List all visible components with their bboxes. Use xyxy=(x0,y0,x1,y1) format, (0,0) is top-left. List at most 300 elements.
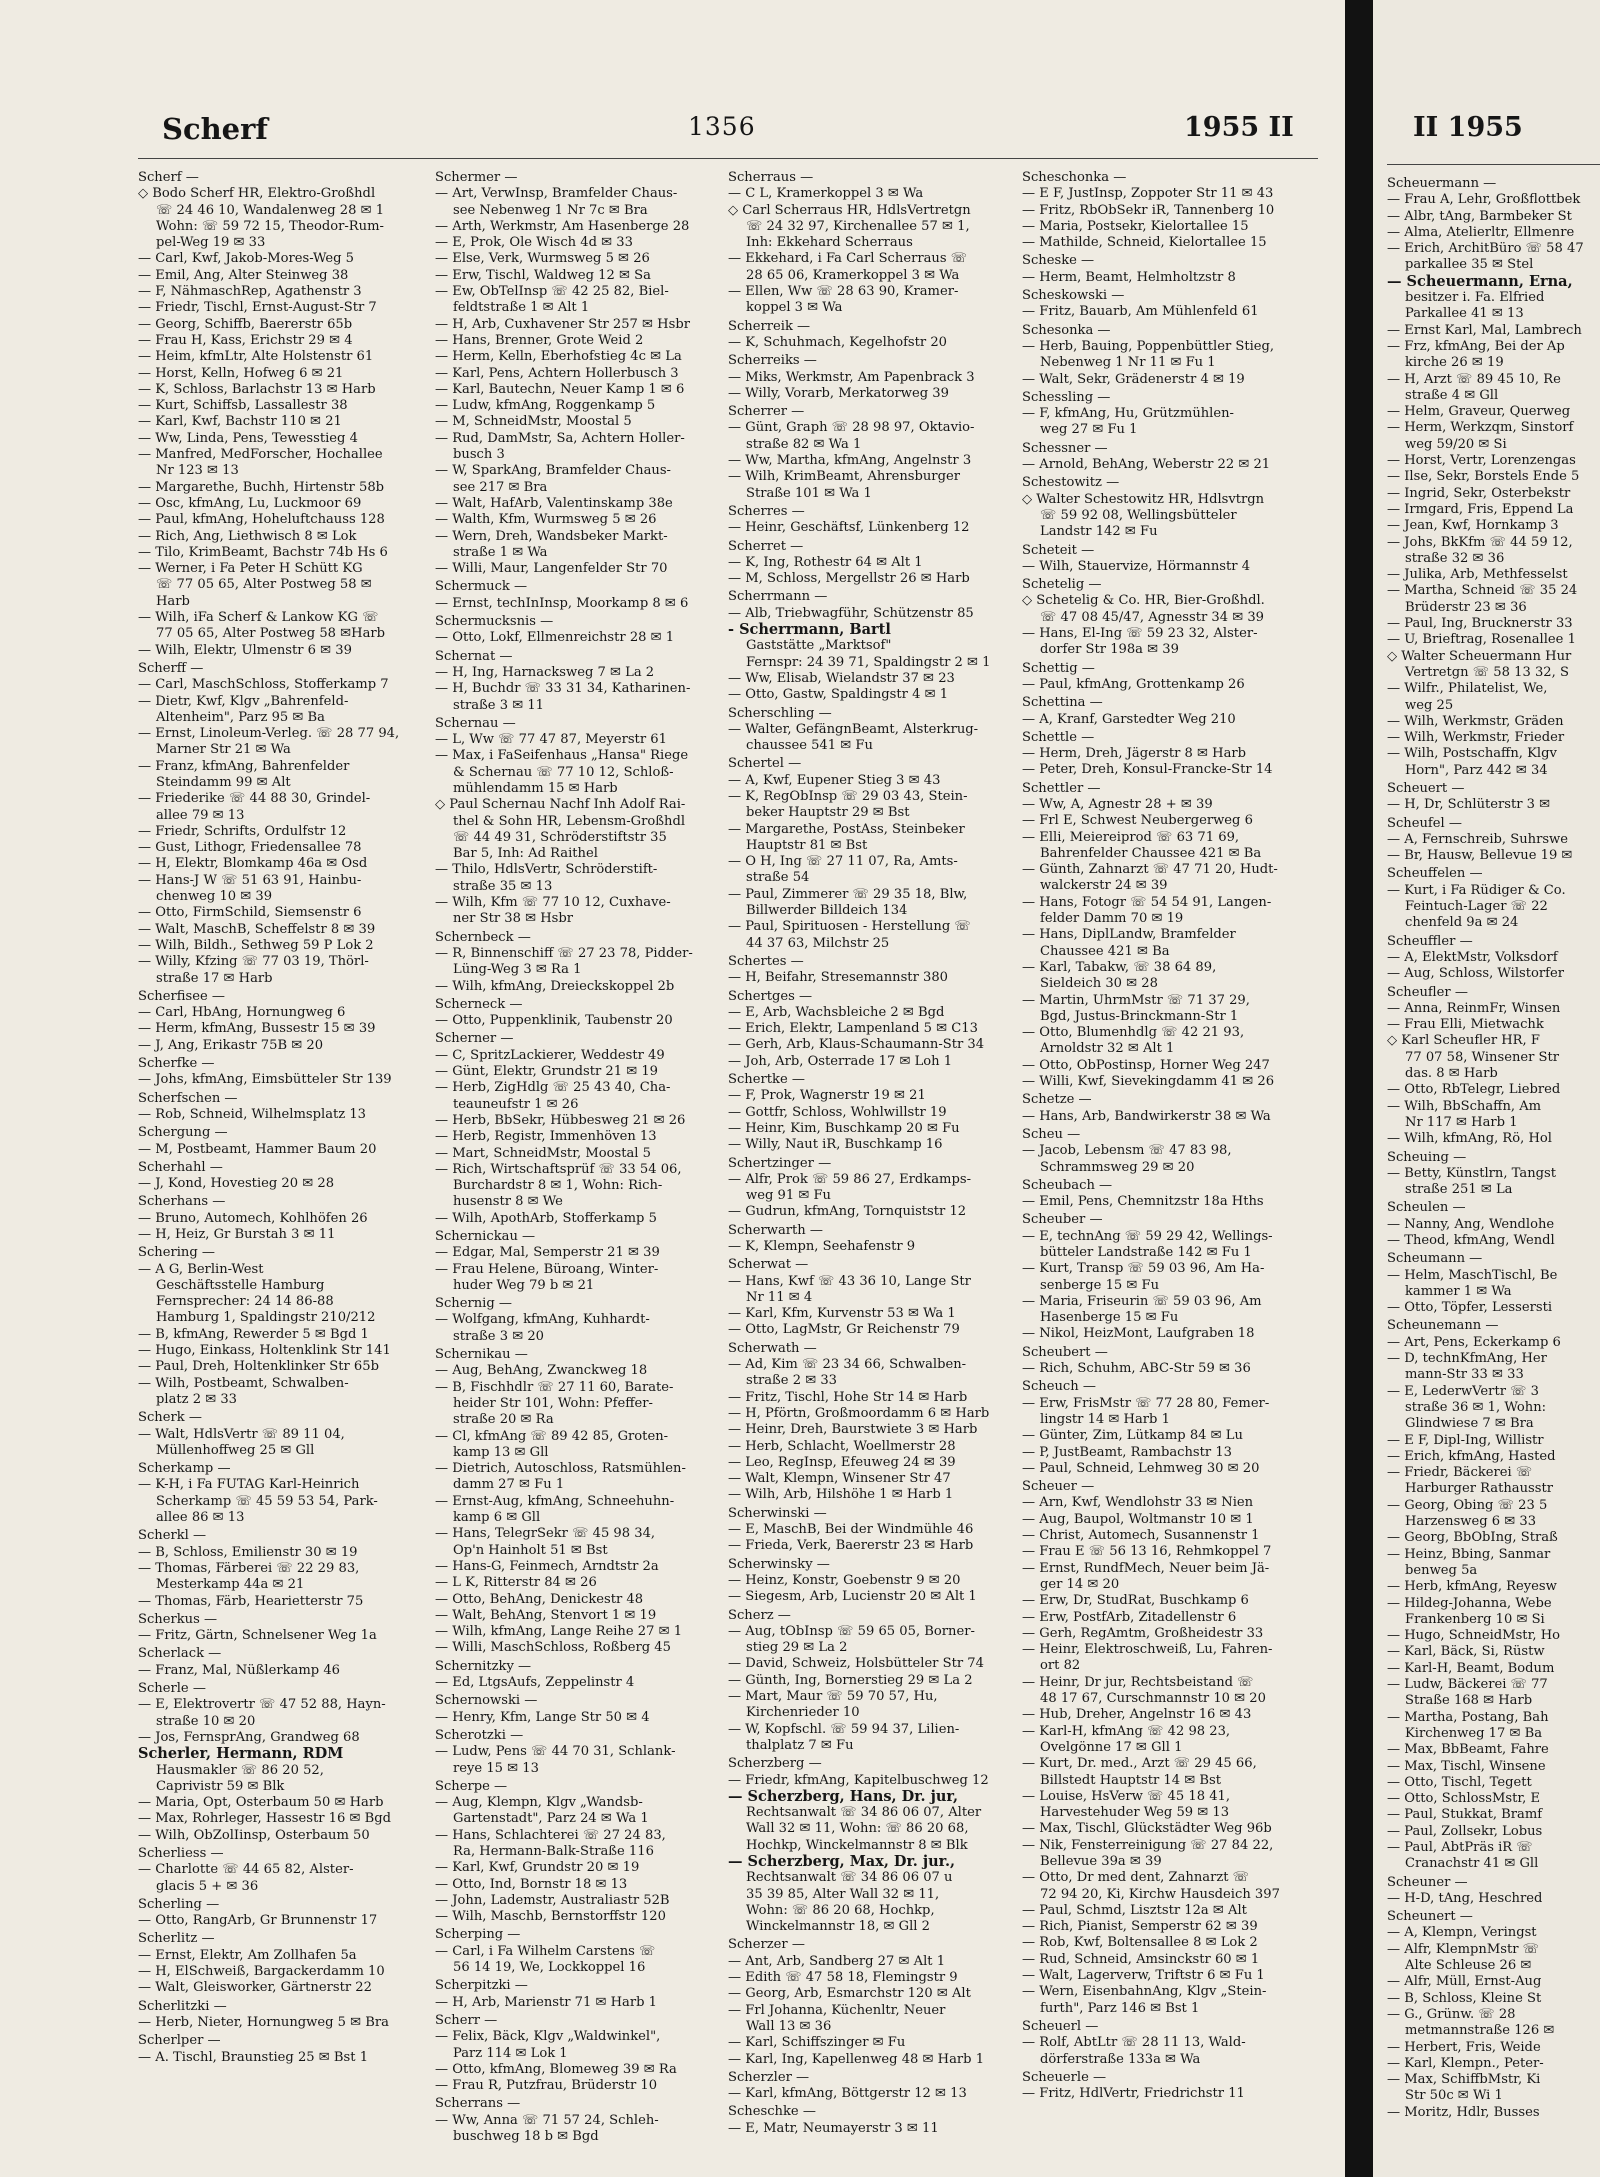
directory-entry: — Carl, Kwf, Jakob-Mores-Weg 5 xyxy=(138,251,354,267)
directory-entry: — Erw, PostfArb, Zitadellenstr 6 xyxy=(1022,1609,1237,1625)
directory-entry: — Ekkehard, i Fa Carl Scherraus ☏ xyxy=(728,251,968,267)
directory-entry: — Emil, Ang, Alter Steinweg 38 xyxy=(138,267,349,283)
directory-entry: — Erich, ArchitBüro ☏ 58 47 xyxy=(1387,241,1584,257)
directory-entry: straße 3 ✉ 11 xyxy=(453,697,544,713)
directory-entry: — Paul, Schneid, Lehmweg 30 ✉ 20 xyxy=(1022,1460,1260,1476)
bold-listing: Scherler, Hermann, RDM xyxy=(138,1746,344,1763)
directory-entry: — Frau E ☏ 56 13 16, Rehmkoppel 7 xyxy=(1022,1544,1272,1560)
directory-entry: — F, kfmAng, Hu, Grützmühlen- xyxy=(1022,406,1234,422)
directory-entry: ☏ 77 05 65, Alter Postweg 58 ✉ xyxy=(156,577,372,593)
directory-entry: heider Str 101, Wohn: Pfeffer- xyxy=(453,1395,653,1411)
surname-heading: Scherres — xyxy=(728,503,805,519)
surname-heading: Scherle — xyxy=(138,1681,206,1697)
directory-entry: — Hans, Brenner, Grote Weid 2 xyxy=(435,332,644,348)
directory-entry: — Rud, Schneid, Amsinckstr 60 ✉ 1 xyxy=(1022,1951,1260,1967)
directory-entry: — Friederike ☏ 44 88 30, Grindel- xyxy=(138,791,371,807)
directory-entry: — Albr, tAng, Barmbeker St xyxy=(1387,208,1572,224)
directory-entry: — Heinz, Konstr, Goebenstr 9 ✉ 20 xyxy=(728,1572,961,1588)
directory-entry: Steindamm 99 ✉ Alt xyxy=(156,774,291,790)
directory-entry: mann-Str 33 ✉ 33 xyxy=(1405,1367,1524,1383)
directory-entry: — Ww, Elisab, Wielandstr 37 ✉ 23 xyxy=(728,670,955,686)
directory-entry: — A, Kranf, Garstedter Weg 210 xyxy=(1022,711,1236,727)
directory-entry: — Charlotte ☏ 44 65 82, Alster- xyxy=(138,1862,354,1878)
directory-entry: — Max, Rohrleger, Hassestr 16 ✉ Bgd xyxy=(138,1811,391,1827)
directory-entry: — Karl-H, Beamt, Bodum xyxy=(1387,1660,1555,1676)
directory-entry: — Kurt, Transp ☏ 59 03 96, Am Ha- xyxy=(1022,1261,1265,1277)
directory-entry: — Fritz, Tischl, Hohe Str 14 ✉ Harb xyxy=(728,1389,968,1405)
surname-heading: Scherfke — xyxy=(138,1056,215,1072)
directory-entry: — Mart, SchneidMstr, Moostal 5 xyxy=(435,1145,651,1161)
surname-heading: Schernbeck — xyxy=(435,929,531,945)
directory-entry: straße 3 ✉ 20 xyxy=(453,1328,544,1344)
directory-entry: Inh: Ekkehard Scherraus xyxy=(746,235,913,251)
directory-entry: — Theod, kfmAng, Wendl xyxy=(1387,1233,1555,1248)
directory-entry: besitzer i. Fa. Elfried xyxy=(1405,290,1545,306)
directory-entry: — Otto, ObPostinsp, Horner Weg 247 xyxy=(1022,1057,1270,1073)
directory-entry: — Margarethe, PostAss, Steinbeker xyxy=(728,821,965,837)
directory-entry: Rechtsanwalt ☏ 34 86 06 07, Alter xyxy=(746,1805,982,1821)
directory-entry: — H, Buchdr ☏ 33 31 34, Katharinen- xyxy=(435,681,691,697)
directory-entry: chenweg 10 ✉ 39 xyxy=(156,889,273,905)
directory-entry: — Hans, Schlachterei ☏ 27 24 83, xyxy=(435,1827,666,1843)
directory-entry: — Johs, BkKfm ☏ 44 59 12, xyxy=(1387,534,1573,550)
directory-entry: — E, technAng ☏ 59 29 42, Wellings- xyxy=(1022,1228,1273,1244)
surname-heading: Scherraus — xyxy=(728,170,814,185)
directory-entry: — Louise, HsVerw ☏ 45 18 41, xyxy=(1022,1788,1231,1804)
directory-entry: — Karl, Tabakw, ☏ 38 64 89, xyxy=(1022,959,1217,975)
directory-entry: — Max, Tischl, Winsene xyxy=(1387,1758,1546,1774)
surname-heading: Schetelig — xyxy=(1022,577,1102,593)
directory-entry: Nr 117 ✉ Harb 1 xyxy=(1405,1114,1518,1130)
surname-heading: Scherling — xyxy=(138,1896,220,1912)
directory-entry: — Otto, BehAng, Denickestr 48 xyxy=(435,1591,644,1607)
directory-entry: Fernspr: 24 39 71, Spaldingstr 2 ✉ 1 xyxy=(746,654,991,670)
directory-entry: — John, Lademstr, Australiastr 52B xyxy=(435,1892,670,1908)
directory-entry: — Karl-H, kfmAng ☏ 42 98 23, xyxy=(1022,1723,1231,1739)
directory-entry: — Max, i FaSeifenhaus „Hansa" Riege xyxy=(435,748,689,764)
directory-column-4 xyxy=(1022,168,1294,2102)
directory-entry: — A, ElektMstr, Volksdorf xyxy=(1387,949,1558,965)
directory-entry: glacis 5 + ✉ 36 xyxy=(156,1878,259,1894)
directory-entry: — Horst, Vertr, Lorenzengas xyxy=(1387,453,1576,469)
directory-entry: — Gottfr, Schloss, Wohlwillstr 19 xyxy=(728,1104,947,1120)
directory-entry: — Kurt, Dr. med., Arzt ☏ 29 45 66, xyxy=(1022,1756,1257,1772)
directory-entry: weg 27 ✉ Fu 1 xyxy=(1040,422,1138,438)
directory-entry: kirche 26 ✉ 19 xyxy=(1405,355,1504,371)
surname-heading: Scheschonka — xyxy=(1022,170,1127,185)
directory-entry: — Dietrich, Autoschloss, Ratsmühlen- xyxy=(435,1461,686,1477)
directory-entry: huder Weg 79 b ✉ 21 xyxy=(453,1277,595,1293)
directory-entry: Alte Schleuse 26 ✉ xyxy=(1405,1958,1532,1974)
directory-entry: — F, Prok, Wagnerstr 19 ✉ 21 xyxy=(728,1088,926,1104)
directory-entry: — Herb, Registr, Immenhöven 13 xyxy=(435,1129,657,1145)
directory-entry: — G., Grünw. ☏ 28 xyxy=(1387,2006,1516,2022)
directory-entry: — M, Postbeamt, Hammer Baum 20 xyxy=(138,1141,377,1157)
surname-heading: Scherz — xyxy=(728,1607,791,1623)
directory-entry: — Wolfgang, kfmAng, Kuhhardt- xyxy=(435,1312,650,1328)
directory-entry: — M, SchneidMstr, Moostal 5 xyxy=(435,414,632,430)
surname-heading: Schessling — xyxy=(1022,389,1111,405)
directory-entry: — Walt, HafArb, Valentinskamp 38e xyxy=(435,495,673,511)
directory-entry: dorfer Str 198a ✉ 39 xyxy=(1040,642,1179,658)
directory-entry: — Ernst, Linoleum-Verleg. ☏ 28 77 94, xyxy=(138,726,400,742)
directory-entry: — Wilh, kfmAng, Rö, Hol xyxy=(1387,1131,1552,1147)
directory-entry: — Hans, DiplLandw, Bramfelder xyxy=(1022,927,1236,943)
directory-entry: Feintuch-Lager ☏ 22 xyxy=(1405,899,1548,915)
directory-entry: ◇ Paul Schernau Nachf Inh Adolf Rai- xyxy=(435,797,686,813)
directory-column-1 xyxy=(138,168,410,2066)
directory-entry: — Otto, Blumenhdlg ☏ 42 21 93, xyxy=(1022,1025,1245,1041)
directory-entry: koppel 3 ✉ Wa xyxy=(746,300,843,316)
surname-heading: Scheumann — xyxy=(1387,1251,1483,1267)
page-number: 1356 xyxy=(688,112,756,141)
directory-entry: — Ludw, Bäckerei ☏ 77 xyxy=(1387,1677,1548,1693)
surname-heading: Scherpitzki — xyxy=(435,1978,528,1994)
directory-entry: — J, Ang, Erikastr 75B ✉ 20 xyxy=(138,1037,324,1053)
surname-heading: Scherpe — xyxy=(435,1778,508,1794)
bold-listing: - Scherrmann, Bartl xyxy=(728,622,891,639)
directory-entry: — Helm, Graveur, Querweg xyxy=(1387,404,1571,420)
directory-entry: — Max, Tischl, Glückstädter Weg 96b xyxy=(1022,1821,1272,1837)
surname-heading: Scherzler — xyxy=(728,2069,810,2085)
directory-entry: — Walter, GefängnBeamt, Alsterkrug- xyxy=(728,721,979,737)
directory-entry: — Karl, kfmAng, Böttgerstr 12 ✉ 13 xyxy=(728,2086,967,2102)
directory-entry: beker Hauptstr 29 ✉ Bst xyxy=(746,805,910,821)
directory-entry: — Arn, Kwf, Wendlohstr 33 ✉ Nien xyxy=(1022,1495,1254,1511)
directory-entry: — Jos, FernsprAng, Grandweg 68 xyxy=(138,1729,360,1745)
directory-entry: — Wilh, iFa Scherf & Lankow KG ☏ xyxy=(138,610,379,626)
directory-entry: — Herb, BbSekr, Hübbesweg 21 ✉ 26 xyxy=(435,1112,686,1128)
directory-entry: — Gudrun, kfmAng, Tornquiststr 12 xyxy=(728,1204,967,1220)
directory-entry: — Gerh, Arb, Klaus-Schaumann-Str 34 xyxy=(728,1037,985,1053)
directory-entry: — Friedr, Bäckerei ☏ xyxy=(1387,1465,1533,1481)
directory-entry: Parz 114 ✉ Lok 1 xyxy=(453,2045,568,2061)
directory-entry: Wall 32 ✉ 11, Wohn: ☏ 86 20 68, xyxy=(746,1821,969,1837)
directory-entry: Billwerder Billdeich 134 xyxy=(746,903,908,919)
directory-entry: — E, MaschB, Bei der Windmühle 46 xyxy=(728,1522,974,1538)
directory-entry: Bahrenfelder Chaussee 421 ✉ Ba xyxy=(1040,845,1262,861)
directory-entry: — C, SpritzLackierer, Weddestr 49 xyxy=(435,1047,665,1063)
directory-entry: — Willi, Maur, Langenfelder Str 70 xyxy=(435,561,668,577)
directory-entry: Harburger Rathausstr xyxy=(1405,1481,1553,1497)
directory-entry: — Johs, kfmAng, Eimsbütteler Str 139 xyxy=(138,1072,392,1088)
directory-entry: Arnoldstr 32 ✉ Alt 1 xyxy=(1040,1041,1175,1057)
directory-entry: — Art, VerwInsp, Bramfelder Chaus- xyxy=(435,186,678,202)
directory-entry: — Erw, FrisMstr ☏ 77 28 80, Femer- xyxy=(1022,1395,1270,1411)
directory-entry: — Aug, Baupol, Woltmanstr 10 ✉ 1 xyxy=(1022,1511,1254,1527)
directory-entry: — Joh, Arb, Osterrade 17 ✉ Loh 1 xyxy=(728,1053,953,1069)
directory-entry: — Thilo, HdlsVertr, Schröderstift- xyxy=(435,862,658,878)
directory-entry: Müllenhoffweg 25 ✉ Gll xyxy=(156,1442,315,1458)
directory-entry: — Wilh, Elektr, Ulmenstr 6 ✉ 39 xyxy=(138,642,352,658)
surname-heading: Scherschling — xyxy=(728,705,832,721)
directory-entry: ☏ 24 46 10, Wandalenweg 28 ✉ 1 xyxy=(156,202,385,218)
directory-entry: chenfeld 9a ✉ 24 xyxy=(1405,915,1519,931)
directory-entry: Marner Str 21 ✉ Wa xyxy=(156,742,291,758)
directory-entry: — W, SparkAng, Bramfelder Chaus- xyxy=(435,463,671,479)
directory-entry: — Herm, kfmAng, Bussestr 15 ✉ 39 xyxy=(138,1021,376,1037)
surname-heading: Schertel — xyxy=(728,756,802,772)
directory-column-right-page xyxy=(1387,174,1597,2121)
directory-entry: — L K, Ritterstr 84 ✉ 26 xyxy=(435,1575,597,1591)
directory-entry: — Thomas, Färb, Hearietterstr 75 xyxy=(138,1593,364,1609)
directory-entry: — Hans, Fotogr ☏ 54 54 91, Langen- xyxy=(1022,894,1272,910)
directory-entry: — Paul, Dreh, Holtenklinker Str 65b xyxy=(138,1359,379,1375)
directory-entry: — K, Ing, Rothestr 64 ✉ Alt 1 xyxy=(728,554,923,570)
surname-heading: Scheuffler — xyxy=(1387,933,1473,949)
directory-entry: — Otto, SchlossMstr, E xyxy=(1387,1791,1541,1807)
directory-entry: — H, Dr, Schlüterstr 3 ✉ xyxy=(1387,797,1551,813)
directory-entry: — Rob, Kwf, Boltensallee 8 ✉ Lok 2 xyxy=(1022,1935,1258,1951)
directory-entry: — Wilh, Postbeamt, Schwalben- xyxy=(138,1375,349,1391)
directory-entry: — Ernst, techInInsp, Moorkamp 8 ✉ 6 xyxy=(435,595,689,611)
surname-heading: Schermer — xyxy=(435,170,518,185)
surname-heading: Scheufel — xyxy=(1387,815,1462,831)
directory-entry: — Erw, Tischl, Waldweg 12 ✉ Sa xyxy=(435,267,651,283)
surname-heading: Scheuermann — xyxy=(1387,176,1497,191)
directory-entry: 48 17 67, Curschmannstr 10 ✉ 20 xyxy=(1040,1691,1266,1707)
directory-entry: — Ed, LtgsAufs, Zeppelinstr 4 xyxy=(435,1675,635,1691)
directory-entry: & Schernau ☏ 77 10 12, Schloß- xyxy=(453,764,674,780)
directory-entry: buschweg 18 b ✉ Bgd xyxy=(453,2129,599,2145)
directory-entry: — Rich, Wirtschaftsprüf ☏ 33 54 06, xyxy=(435,1161,682,1177)
surname-heading: Scheu — xyxy=(1022,1126,1081,1142)
directory-entry: — Günth, Zahnarzt ☏ 47 71 20, Hudt- xyxy=(1022,862,1278,878)
directory-entry: Hausmakler ☏ 86 20 52, xyxy=(156,1762,324,1778)
directory-entry: ort 82 xyxy=(1040,1658,1081,1674)
directory-entry: — Hans, TelegrSekr ☏ 45 98 34, xyxy=(435,1526,656,1542)
surname-heading: Scherrmann — xyxy=(728,589,828,605)
directory-entry: — Paul, Spirituosen - Herstellung ☏ xyxy=(728,919,971,935)
surname-heading: Scherotzki — xyxy=(435,1727,524,1743)
directory-entry: — Willi, MaschSchloss, Roßberg 45 xyxy=(435,1640,671,1656)
directory-entry: — Günth, Ing, Bornerstieg 29 ✉ La 2 xyxy=(728,1672,973,1688)
directory-entry: — B, kfmAng, Rewerder 5 ✉ Bgd 1 xyxy=(138,1326,369,1342)
directory-entry: — Paul, Stukkat, Bramf xyxy=(1387,1807,1543,1823)
directory-entry: — Karl, Kwf, Grundstr 20 ✉ 19 xyxy=(435,1860,640,1876)
directory-entry: ◇ Walter Scheuermann Hur xyxy=(1387,648,1572,664)
surname-heading: Scheteit — xyxy=(1022,542,1095,558)
directory-entry: — David, Schweiz, Holsbütteler Str 74 xyxy=(728,1656,984,1672)
directory-entry: — Otto, Töpfer, Lessersti xyxy=(1387,1300,1553,1316)
directory-entry: — Ellen, Ww ☏ 28 63 90, Kramer- xyxy=(728,284,959,300)
directory-entry: — Henry, Kfm, Lange Str 50 ✉ 4 xyxy=(435,1709,650,1725)
surname-heading: Schernig — xyxy=(435,1296,513,1312)
directory-entry: — Willy, Naut iR, Buschkamp 16 xyxy=(728,1137,943,1153)
directory-entry: — Herm, Dreh, Jägerstr 8 ✉ Harb xyxy=(1022,746,1247,762)
directory-entry: — H, Beifahr, Stresemannstr 380 xyxy=(728,970,948,986)
directory-entry: Vertretgn ☏ 58 13 32, S xyxy=(1405,664,1569,680)
directory-entry: Nr 123 ✉ 13 xyxy=(156,463,239,479)
directory-entry: — Martin, UhrmMstr ☏ 71 37 29, xyxy=(1022,992,1250,1008)
directory-entry: — Frau H, Kass, Erichstr 29 ✉ 4 xyxy=(138,332,353,348)
directory-entry: — Hildeg-Johanna, Webe xyxy=(1387,1595,1552,1611)
directory-entry: Gaststätte „Marktsof" xyxy=(746,638,892,654)
directory-entry: — C L, Kramerkoppel 3 ✉ Wa xyxy=(728,186,924,202)
directory-entry: — Alb, Triebwagführ, Schützenstr 85 xyxy=(728,605,974,621)
directory-entry: parkallee 35 ✉ Stel xyxy=(1405,257,1534,273)
directory-entry: — Wilh, BbSchaffn, Am xyxy=(1387,1098,1542,1114)
directory-entry: straße 82 ✉ Wa 1 xyxy=(746,436,862,452)
surname-heading: Schergung — xyxy=(138,1125,228,1141)
surname-heading: Schernau — xyxy=(435,715,516,731)
directory-entry: — Franz, kfmAng, Bahrenfelder xyxy=(138,758,350,774)
surname-heading: Scheulen — xyxy=(1387,1200,1466,1216)
directory-entry: ◇ Schetelig & Co. HR, Bier-Großhdl. xyxy=(1022,593,1265,609)
directory-entry: — D, technKfmAng, Her xyxy=(1387,1351,1547,1367)
directory-entry: — H, ElSchweiß, Bargackerdamm 10 xyxy=(138,1964,385,1980)
directory-entry: — Heinr, Elektroschweiß, Lu, Fahren- xyxy=(1022,1642,1273,1658)
directory-entry: — Heim, kfmLtr, Alte Holstenstr 61 xyxy=(138,349,374,365)
directory-entry: — Karl, Bäck, Si, Rüstw xyxy=(1387,1644,1545,1660)
surname-heading: Scherzer — xyxy=(728,1937,805,1953)
surname-heading: Schertke — xyxy=(728,1072,805,1088)
directory-entry: — Wilh, Stauervize, Hörmannstr 4 xyxy=(1022,558,1251,574)
directory-entry: — Walth, Kfm, Wurmsweg 5 ✉ 26 xyxy=(435,512,657,528)
directory-entry: — Gust, Lithogr, Friedensallee 78 xyxy=(138,840,362,856)
directory-entry: — Wilh, ObZolIinsp, Osterbaum 50 xyxy=(138,1827,370,1843)
directory-entry: straße 32 ✉ 36 xyxy=(1405,550,1505,566)
book-spine xyxy=(1345,0,1373,2177)
directory-entry: — Ad, Kim ☏ 23 34 66, Schwalben- xyxy=(728,1357,967,1373)
directory-entry: Ra, Hermann-Balk-Straße 116 xyxy=(453,1843,654,1859)
directory-entry: chaussee 541 ✉ Fu xyxy=(746,738,873,754)
surname-heading: Scheuerle — xyxy=(1022,2069,1107,2085)
directory-entry: — Helm, MaschTischl, Be xyxy=(1387,1267,1558,1283)
surname-heading: Scherreiks — xyxy=(728,353,817,369)
directory-entry: benweg 5a xyxy=(1405,1562,1478,1578)
directory-entry: — Max, BbBeamt, Fahre xyxy=(1387,1742,1549,1758)
directory-entry: — Thomas, Färberei ☏ 22 29 83, xyxy=(138,1560,360,1576)
directory-entry: — Nik, Fensterreinigung ☏ 27 84 22, xyxy=(1022,1837,1274,1853)
running-head-left: Scherf xyxy=(162,112,268,146)
surname-heading: Scherreik — xyxy=(728,318,811,334)
directory-entry: — Wilh, Werkmstr, Frieder xyxy=(1387,730,1565,746)
directory-entry: — Wern, Dreh, Wandsbeker Markt- xyxy=(435,528,668,544)
directory-entry: — Paul, Ing, Brucknerstr 33 xyxy=(1387,616,1573,632)
directory-entry: — H, Elektr, Blomkamp 46a ✉ Osd xyxy=(138,856,368,872)
directory-entry: kamp 13 ✉ Gll xyxy=(453,1444,549,1460)
directory-entry: — Otto, Dr med dent, Zahnarzt ☏ xyxy=(1022,1870,1250,1886)
directory-entry: — Rich, Schuhm, ABC-Str 59 ✉ 36 xyxy=(1022,1361,1251,1377)
directory-entry: — Aug, Schloss, Wilstorfer xyxy=(1387,966,1565,982)
surname-heading: Scherf — xyxy=(138,170,199,185)
directory-entry: reye 15 ✉ 13 xyxy=(453,1760,539,1776)
directory-entry: — Martha, Schneid ☏ 35 24 xyxy=(1387,583,1578,599)
directory-entry: — Rob, Schneid, Wilhelmsplatz 13 xyxy=(138,1106,366,1122)
directory-entry: — Erw, Dr, StudRat, Buschkamp 6 xyxy=(1022,1593,1249,1609)
directory-entry: Burchardstr 8 ✉ 1, Wohn: Rich- xyxy=(453,1178,663,1194)
directory-entry: — Emil, Pens, Chemnitzstr 18a Hths xyxy=(1022,1194,1264,1210)
directory-entry: — Heinr, Dr jur, Rechtsbeistand ☏ xyxy=(1022,1674,1254,1690)
directory-entry: — Heinr, Dreh, Baurstwiete 3 ✉ Harb xyxy=(728,1422,978,1438)
directory-entry: — Kurt, i Fa Rüdiger & Co. xyxy=(1387,882,1566,898)
directory-entry: — Siegesm, Arb, Lucienstr 20 ✉ Alt 1 xyxy=(728,1589,977,1605)
directory-entry: Wall 13 ✉ 36 xyxy=(746,2018,832,2034)
directory-entry: platz 2 ✉ 33 xyxy=(156,1391,237,1407)
directory-entry: — E, Elektrovertr ☏ 47 52 88, Hayn- xyxy=(138,1697,386,1713)
directory-entry: — K, RegObInsp ☏ 29 03 43, Stein- xyxy=(728,788,968,804)
directory-entry: — Karl, Schiffszinger ✉ Fu xyxy=(728,2035,906,2051)
directory-entry: — Herb, Schlacht, Woellmerstr 28 xyxy=(728,1438,956,1454)
surname-heading: Scherfisee — xyxy=(138,988,225,1004)
directory-entry: — Hub, Dreher, Angelnstr 16 ✉ 43 xyxy=(1022,1707,1252,1723)
directory-entry: teauneufstr 1 ✉ 26 xyxy=(453,1096,579,1112)
directory-entry: — Hans, Kwf ☏ 43 36 10, Lange Str xyxy=(728,1273,971,1289)
directory-entry: Kirchenweg 17 ✉ Ba xyxy=(1405,1725,1543,1741)
directory-entry: — K, Klempn, Seehafenstr 9 xyxy=(728,1239,916,1254)
directory-entry: — Willy, Vorarb, Merkatorweg 39 xyxy=(728,385,949,401)
directory-entry: — Peter, Dreh, Konsul-Francke-Str 14 xyxy=(1022,762,1273,778)
directory-entry: 72 94 20, Ki, Kirchw Hausdeich 397 xyxy=(1040,1886,1280,1902)
directory-entry: — H, Pförtn, Großmoordamm 6 ✉ Harb xyxy=(728,1405,990,1421)
surname-heading: Scherret — xyxy=(728,538,804,554)
directory-entry: Op'n Hainholt 51 ✉ Bst xyxy=(453,1542,608,1558)
directory-entry: ☏ 47 08 45/47, Agnesstr 34 ✉ 39 xyxy=(1040,609,1265,625)
directory-entry: straße 1 ✉ Wa xyxy=(453,544,548,560)
directory-entry: — H, Arb, Cuxhavener Str 257 ✉ Hsbr xyxy=(435,316,690,332)
directory-entry: Bar 5, Inh: Ad Raithel xyxy=(453,846,598,862)
surname-heading: Scheuert — xyxy=(1387,780,1465,796)
directory-entry: — Ernst-Aug, kfmAng, Schneehuhn- xyxy=(435,1493,675,1509)
directory-entry: — Christ, Automech, Susannenstr 1 xyxy=(1022,1528,1260,1544)
directory-entry: — Nanny, Ang, Wendlohe xyxy=(1387,1216,1555,1232)
directory-entry: — E, Prok, Ole Wisch 4d ✉ 33 xyxy=(435,235,633,251)
directory-entry: straße 54 xyxy=(746,870,810,886)
directory-entry: — Georg, Schiffb, Baererstr 65b xyxy=(138,316,353,332)
directory-entry: — Ludw, kfmAng, Roggenkamp 5 xyxy=(435,398,656,414)
directory-entry: — P, JustBeamt, Rambachstr 13 xyxy=(1022,1444,1232,1460)
directory-entry: weg 91 ✉ Fu xyxy=(746,1188,831,1204)
surname-heading: Scherneck — xyxy=(435,996,523,1012)
surname-heading: Scherlitz — xyxy=(138,1931,215,1947)
directory-entry: — Friedr, Tischl, Ernst-August-Str 7 xyxy=(138,300,377,316)
directory-entry: 56 14 19, We, Lockkoppel 16 xyxy=(453,1960,646,1976)
directory-entry: — Wilh, Postschaffn, Klgv xyxy=(1387,746,1557,762)
directory-entry: — Aug, Klempn, Klgv „Wandsb- xyxy=(435,1795,643,1811)
directory-entry: Nr 11 ✉ 4 xyxy=(746,1289,813,1305)
directory-entry: thalplatz 7 ✉ Fu xyxy=(746,1737,854,1753)
directory-entry: — Maria, Friseurin ☏ 59 03 96, Am xyxy=(1022,1293,1262,1309)
directory-entry: — Carl, i Fa Wilhelm Carstens ☏ xyxy=(435,1943,656,1959)
directory-entry: — Erich, Elektr, Lampenland 5 ✉ C13 xyxy=(728,1021,978,1037)
directory-entry: furth", Parz 146 ✉ Bst 1 xyxy=(1040,2000,1200,2016)
surname-heading: Schesonka — xyxy=(1022,322,1111,338)
directory-entry: — Walt, BehAng, Stenvort 1 ✉ 19 xyxy=(435,1607,657,1623)
directory-entry: — H, Heiz, Gr Burstah 3 ✉ 11 xyxy=(138,1227,336,1242)
directory-entry: — Hans, Arb, Bandwirkerstr 38 ✉ Wa xyxy=(1022,1108,1271,1124)
surname-heading: Schernowski — xyxy=(435,1693,538,1709)
directory-entry: — Hans-J W ☏ 51 63 91, Hainbu- xyxy=(138,872,362,888)
directory-entry: — Otto, RangArb, Gr Brunnenstr 17 xyxy=(138,1913,378,1929)
directory-entry: — Bruno, Automech, Kohlhöfen 26 xyxy=(138,1210,368,1226)
directory-entry: stieg 29 ✉ La 2 xyxy=(746,1640,848,1656)
directory-entry: 35 39 85, Alter Wall 32 ✉ 11, xyxy=(746,1886,940,1902)
directory-entry: — Alma, Atelierltr, Ellmenre xyxy=(1387,224,1575,240)
directory-entry: — K-H, i Fa FUTAG Karl-Heinrich xyxy=(138,1477,360,1493)
directory-entry: — Otto, Gastw, Spaldingstr 4 ✉ 1 xyxy=(728,687,949,703)
directory-entry: ◇ Carl Scherraus HR, HdlsVertretgn xyxy=(728,202,971,218)
directory-entry: — Aug, tObInsp ☏ 59 65 05, Borner- xyxy=(728,1623,975,1639)
directory-entry: — Alfr, Prok ☏ 59 86 27, Erdkamps- xyxy=(728,1171,971,1187)
directory-entry: 77 05 65, Alter Postweg 58 ✉Harb xyxy=(156,626,386,642)
directory-entry: — L, Ww ☏ 77 47 87, Meyerstr 61 xyxy=(435,732,667,748)
directory-entry: — Friedr, Schrifts, Ordulfstr 12 xyxy=(138,823,347,839)
directory-entry: Gartenstadt", Parz 24 ✉ Wa 1 xyxy=(453,1811,649,1827)
directory-entry: dörferstraße 133a ✉ Wa xyxy=(1040,2051,1201,2067)
directory-entry: — Karl, Kfm, Kurvenstr 53 ✉ Wa 1 xyxy=(728,1306,956,1322)
directory-entry: — Alfr, KlempnMstr ☏ xyxy=(1387,1941,1540,1957)
